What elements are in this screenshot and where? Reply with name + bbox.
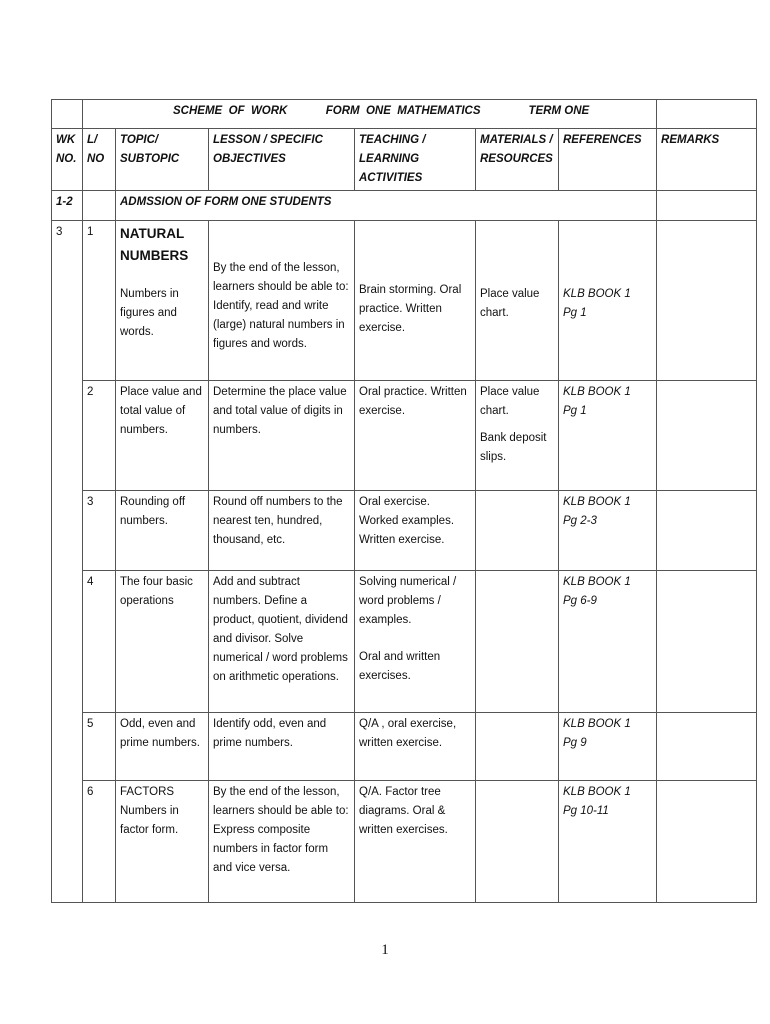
header-remarks: REMARKS	[657, 129, 757, 191]
activities-text: Q/A , oral exercise, written exercise.	[355, 713, 476, 781]
ref-book: KLB BOOK 1	[563, 718, 631, 730]
lesson-number: 3	[83, 491, 116, 571]
spacer	[359, 223, 471, 281]
header-references: REFERENCES	[559, 129, 657, 191]
admission-lno-blank	[83, 191, 116, 221]
header-topic: TOPIC/ SUBTOPIC	[116, 129, 209, 191]
header-row	[52, 129, 757, 191]
spacer	[563, 223, 652, 285]
remarks-cell	[657, 713, 757, 781]
activities-text: Oral practice. Written exercise.	[355, 381, 476, 491]
title-scheme: SCHEME OF WORK	[173, 105, 288, 117]
objectives-text: Round off numbers to the nearest ten, hundred, thousand, etc.	[209, 491, 355, 571]
materials-cell	[476, 781, 559, 903]
header-lno: L/ NO	[83, 129, 116, 191]
ref-book: KLB BOOK 1	[563, 386, 631, 398]
activities-cell	[355, 571, 476, 713]
topic-main: FACTORS	[120, 786, 175, 798]
title-remarks-blank	[657, 100, 757, 129]
table-row	[52, 781, 757, 903]
title-form: FORM ONE MATHEMATICS	[325, 105, 481, 117]
subtopic: Numbers in figures and words.	[120, 288, 179, 338]
objectives-cell	[209, 221, 355, 381]
lesson-number: 6	[83, 781, 116, 903]
remarks-cell	[657, 381, 757, 491]
remarks-cell	[657, 491, 757, 571]
lesson-number: 4	[83, 571, 116, 713]
references-cell	[559, 571, 657, 713]
topic-cell	[116, 221, 209, 381]
spacer	[480, 223, 554, 285]
materials-cell	[476, 713, 559, 781]
materials-text: Place value chart.	[480, 288, 540, 319]
subtopic: Odd, even and prime numbers.	[116, 713, 209, 781]
objectives-text: Identify odd, even and prime numbers.	[209, 713, 355, 781]
subtopic: The four basic operations	[116, 571, 209, 713]
ref-book: KLB BOOK 1	[563, 496, 631, 508]
header-materials: MATERIALS / RESOURCES	[476, 129, 559, 191]
header-objectives: LESSON / SPECIFIC OBJECTIVES	[209, 129, 355, 191]
activities-text: Q/A. Factor tree diagrams. Oral & written exercises.	[355, 781, 476, 903]
week-number: 3	[52, 221, 83, 903]
title-row	[52, 100, 757, 129]
materials-text-2: Bank deposit slips.	[480, 432, 547, 463]
admission-remarks-blank	[657, 191, 757, 221]
ref-page: Pg 10-11	[563, 805, 609, 817]
admission-row	[52, 191, 757, 221]
remarks-cell	[657, 781, 757, 903]
ref-page: Pg 2-3	[563, 515, 597, 527]
ref-page: Pg 9	[563, 737, 587, 749]
activities-text: Oral exercise. Worked examples. Written exercise.	[355, 491, 476, 571]
activities-text-2: Oral and written exercises.	[359, 651, 441, 682]
references-cell	[559, 221, 657, 381]
table-row	[52, 713, 757, 781]
spacer	[213, 223, 350, 259]
title-term: TERM ONE	[528, 105, 590, 117]
header-activities: TEACHING / LEARNING ACTIVITIES	[355, 129, 476, 191]
references-cell	[559, 781, 657, 903]
table-row	[52, 491, 757, 571]
spacer	[120, 267, 204, 285]
admission-wk: 1-2	[52, 191, 83, 221]
spacer	[480, 421, 554, 429]
lesson-number: 2	[83, 381, 116, 491]
references-cell	[559, 491, 657, 571]
ref-book: KLB BOOK 1	[563, 786, 631, 798]
topic-cell	[116, 781, 209, 903]
subtopic: Place value and total value of numbers.	[116, 381, 209, 491]
materials-cell	[476, 571, 559, 713]
remarks-cell	[657, 571, 757, 713]
objectives-text: Add and subtract numbers. Define a product, quotient, dividend and divisor. Solve numerical / word problems on arithmetic operations.	[209, 571, 355, 713]
ref-page: Pg 6-9	[563, 595, 597, 607]
ref-page: Pg 1	[563, 405, 587, 417]
lesson-number: 1	[83, 221, 116, 381]
subtopic: Numbers in factor form.	[120, 805, 179, 836]
lesson-number: 5	[83, 713, 116, 781]
header-wk: WK NO.	[52, 129, 83, 191]
references-cell	[559, 713, 657, 781]
table-row	[52, 571, 757, 713]
activities-cell	[355, 221, 476, 381]
ref-book: KLB BOOK 1	[563, 288, 631, 300]
scheme-of-work-table	[51, 99, 757, 903]
spacer	[359, 630, 471, 648]
ref-book: KLB BOOK 1	[563, 576, 631, 588]
ref-page: Pg 1	[563, 307, 587, 319]
title-cell	[83, 100, 657, 129]
activities-text: Brain storming. Oral practice. Written exercise.	[359, 284, 462, 334]
materials-text: Place value chart.	[480, 386, 540, 417]
activities-text: Solving numerical / word problems / examples.	[359, 576, 457, 626]
remarks-cell	[657, 221, 757, 381]
objectives-text: By the end of the lesson, learners should be able to: Identify, read and write (large) natural numbers in figures and words.	[213, 262, 349, 350]
subtopic: Rounding off numbers.	[116, 491, 209, 571]
objectives-text: Determine the place value and total value of digits in numbers.	[209, 381, 355, 491]
table-row	[52, 221, 757, 381]
materials-cell	[476, 381, 559, 491]
title-blank-cell	[52, 100, 83, 129]
materials-cell	[476, 221, 559, 381]
admission-text: ADMSSION OF FORM ONE STUDENTS	[116, 191, 657, 221]
page-number: 1	[381, 942, 389, 958]
references-cell	[559, 381, 657, 491]
topic-main: NATURAL NUMBERS	[120, 226, 189, 263]
materials-cell	[476, 491, 559, 571]
objectives-text: By the end of the lesson, learners should be able to: Express composite numbers in factor form and vice versa.	[209, 781, 355, 903]
table-row	[52, 381, 757, 491]
